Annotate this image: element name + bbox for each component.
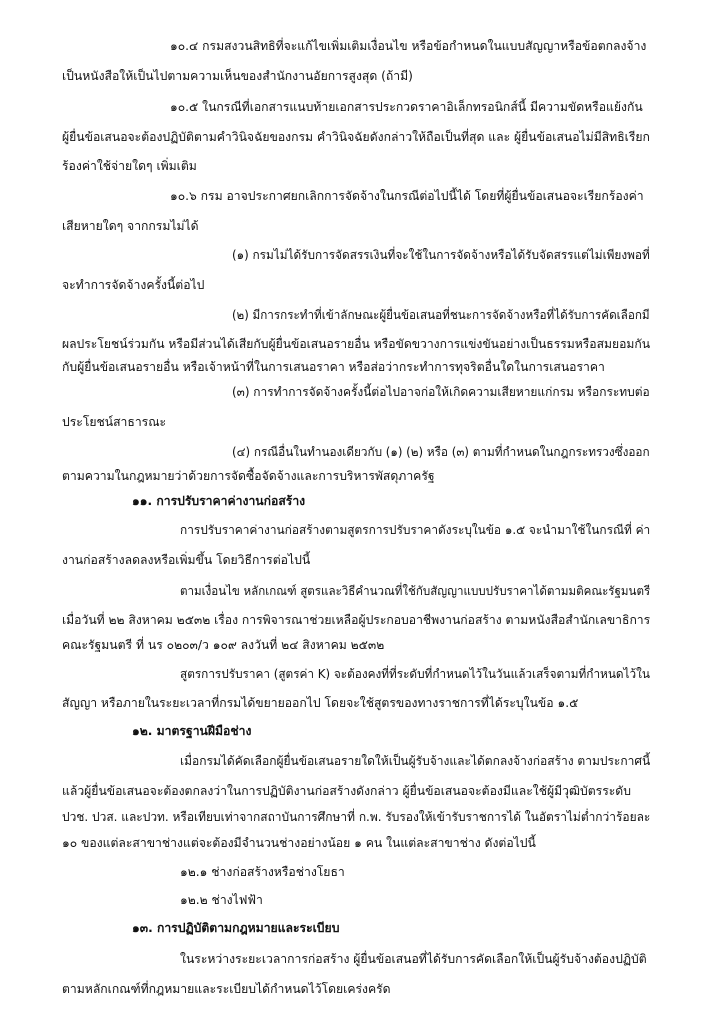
section-11-line-5: คณะรัฐมนตรี ที่ นร ๐๒๐๓/ว ๑๐๙ ลงวันที่ ๒๔ สิงหาคม ๒๕๓๒ [62, 638, 385, 652]
section-12-line-3: ปวช. ปวส. และปวท. หรือเทียบเท่าจากสถาบันการศึกษาที่ ก.พ. รับรองให้เข้ารับราชการได้ ในอัตราไม่ต่ำกว่าร้อยละ [62, 810, 651, 824]
item-1-line-2: จะทำการจัดจ้างครั้งนี้ต่อไป [62, 278, 205, 292]
section-11-line-4: เมื่อวันที่ ๒๒ สิงหาคม ๒๕๓๒ เรื่อง การพิจารณาช่วยเหลือผู้ประกอบอาชีพงานก่อสร้าง ตามหนังสือสำนักเลขาธิการ [62, 613, 651, 627]
clause-10-6-line-2: เสียหายใดๆ จากกรมไม่ได้ [62, 219, 199, 233]
section-12-line-4: ๑๐ ของแต่ละสาขาช่างแต่จะต้องมีจำนวนช่างอย่างน้อย ๑ คน ในแต่ละสาขาช่าง ดังต่อไปนี้ [62, 836, 536, 850]
clause-10-4-line-2: เป็นหนังสือให้เป็นไปตามความเห็นของสำนักงานอัยการสูงสุด (ถ้ามี) [62, 69, 413, 83]
item-4-line-1: (๔) กรณีอื่นในทำนองเดียวกับ (๑) (๒) หรือ (๓) ตามที่กำหนดในกฎกระทรวงซึ่งออก [232, 445, 650, 459]
section-12-line-1: เมื่อกรมได้คัดเลือกผู้ยื่นข้อเสนอรายใดให้เป็นผู้รับจ้างและได้ตกลงจ้างก่อสร้าง ตามประกาศนี้ [180, 754, 651, 768]
section-11-heading: ๑๑. การปรับราคาค่างานก่อสร้าง [132, 494, 306, 508]
item-2-line-1: (๒) มีการกระทำที่เข้าลักษณะผู้ยื่นข้อเสนอที่ชนะการจัดจ้างหรือที่ได้รับการคัดเลือกมี [232, 308, 650, 322]
item-2-line-2: ผลประโยชน์ร่วมกัน หรือมีส่วนได้เสียกับผู้ยื่นข้อเสนอรายอื่น หรือขัดขวางการแข่งขันอย่างเป็นธรรมหรือสมยอมกัน [62, 337, 651, 351]
item-1-line-1: (๑) กรมไม่ได้รับการจัดสรรเงินที่จะใช้ในการจัดจ้างหรือได้รับจัดสรรแต่ไม่เพียงพอที่ [232, 248, 650, 262]
clause-12-2: ๑๒.๒ ช่างไฟฟ้า [180, 893, 263, 907]
section-13-line-2: ตามหลักเกณฑ์ที่กฎหมายและระเบียบได้กำหนดไว้โดยเคร่งครัด [62, 982, 391, 996]
section-11-line-7: สัญญา หรือภายในระยะเวลาที่กรมได้ขยายออกไป โดยจะใช้สูตรของทางราชการที่ได้ระบุในข้อ ๑.๕ [62, 696, 579, 710]
section-12-line-2: แล้วผู้ยื่นข้อเสนอจะต้องตกลงว่าในการปฏิบัติงานก่อสร้างดังกล่าว ผู้ยื่นข้อเสนอจะต้องมีและใช้ผู้มีวุฒิบัตรระดับ [62, 784, 631, 798]
section-11-line-6: สูตรการปรับราคา (สูตรค่า K) จะต้องคงที่ที่ระดับที่กำหนดไว้ในวันแล้วเสร็จตามที่กำหนดไว้ใน [180, 667, 650, 681]
item-2-line-3: กับผู้ยื่นข้อเสนอรายอื่น หรือเจ้าหน้าที่ในการเสนอราคา หรือส่อว่ากระทำการทุจริตอื่นใดในการเสนอราคา [62, 360, 605, 374]
item-4-line-2: ตามความในกฎหมายว่าด้วยการจัดซื้อจัดจ้างและการบริหารพัสดุภาครัฐ [62, 469, 435, 483]
item-3-line-1: (๓) การทำการจัดจ้างครั้งนี้ต่อไปอาจก่อให้เกิดความเสียหายแก่กรม หรือกระทบต่อ [232, 385, 650, 399]
clause-10-4-line-1: ๑๐.๔ กรมสงวนสิทธิที่จะแก้ไขเพิ่มเติมเงื่อนไข หรือข้อกำหนดในแบบสัญญาหรือข้อตกลงจ้าง [170, 39, 647, 53]
section-12-heading: ๑๒. มาตรฐานฝีมือช่าง [132, 724, 252, 738]
section-11-line-1: การปรับราคาค่างานก่อสร้างตามสูตรการปรับราคาดังระบุในข้อ ๑.๕ จะนำมาใช้ในกรณีที่ ค่า [180, 523, 651, 537]
section-13-line-1: ในระหว่างระยะเวลาการก่อสร้าง ผู้ยื่นข้อเสนอที่ได้รับการคัดเลือกให้เป็นผู้รับจ้างต้องปฏิบัติ [180, 952, 647, 966]
clause-10-5-line-1: ๑๐.๕ ในกรณีที่เอกสารแนบท้ายเอกสารประกวดราคาอิเล็กทรอนิกส์นี้ มีความขัดหรือแย้งกัน [170, 100, 643, 114]
section-13-heading: ๑๓. การปฏิบัติตามกฎหมายและระเบียบ [132, 921, 340, 935]
clause-12-1: ๑๒.๑ ช่างก่อสร้างหรือช่างโยธา [180, 865, 345, 879]
section-11-line-3: ตามเงื่อนไข หลักเกณฑ์ สูตรและวิธีคำนวณที่ใช้กับสัญญาแบบปรับราคาได้ตามมติคณะรัฐมนตรี [180, 584, 651, 598]
clause-10-5-line-3: ร้องค่าใช้จ่ายใดๆ เพิ่มเติม [62, 159, 197, 173]
clause-10-6-line-1: ๑๐.๖ กรม อาจประกาศยกเลิกการจัดจ้างในกรณีต่อไปนี้ได้ โดยที่ผู้ยื่นข้อเสนอจะเรียกร้องค่า [170, 189, 644, 203]
clause-10-5-line-2: ผู้ยื่นข้อเสนอจะต้องปฏิบัติตามคำวินิจฉัยของกรม คำวินิจฉัยดังกล่าวให้ถือเป็นที่สุด และ ผู้ยื่นข้อเสนอไม่มีสิทธิเรียก [62, 130, 650, 144]
item-3-line-2: ประโยชน์สาธารณะ [62, 415, 167, 429]
section-11-line-2: งานก่อสร้างลดลงหรือเพิ่มขึ้น โดยวิธีการต่อไปนี้ [62, 553, 311, 567]
